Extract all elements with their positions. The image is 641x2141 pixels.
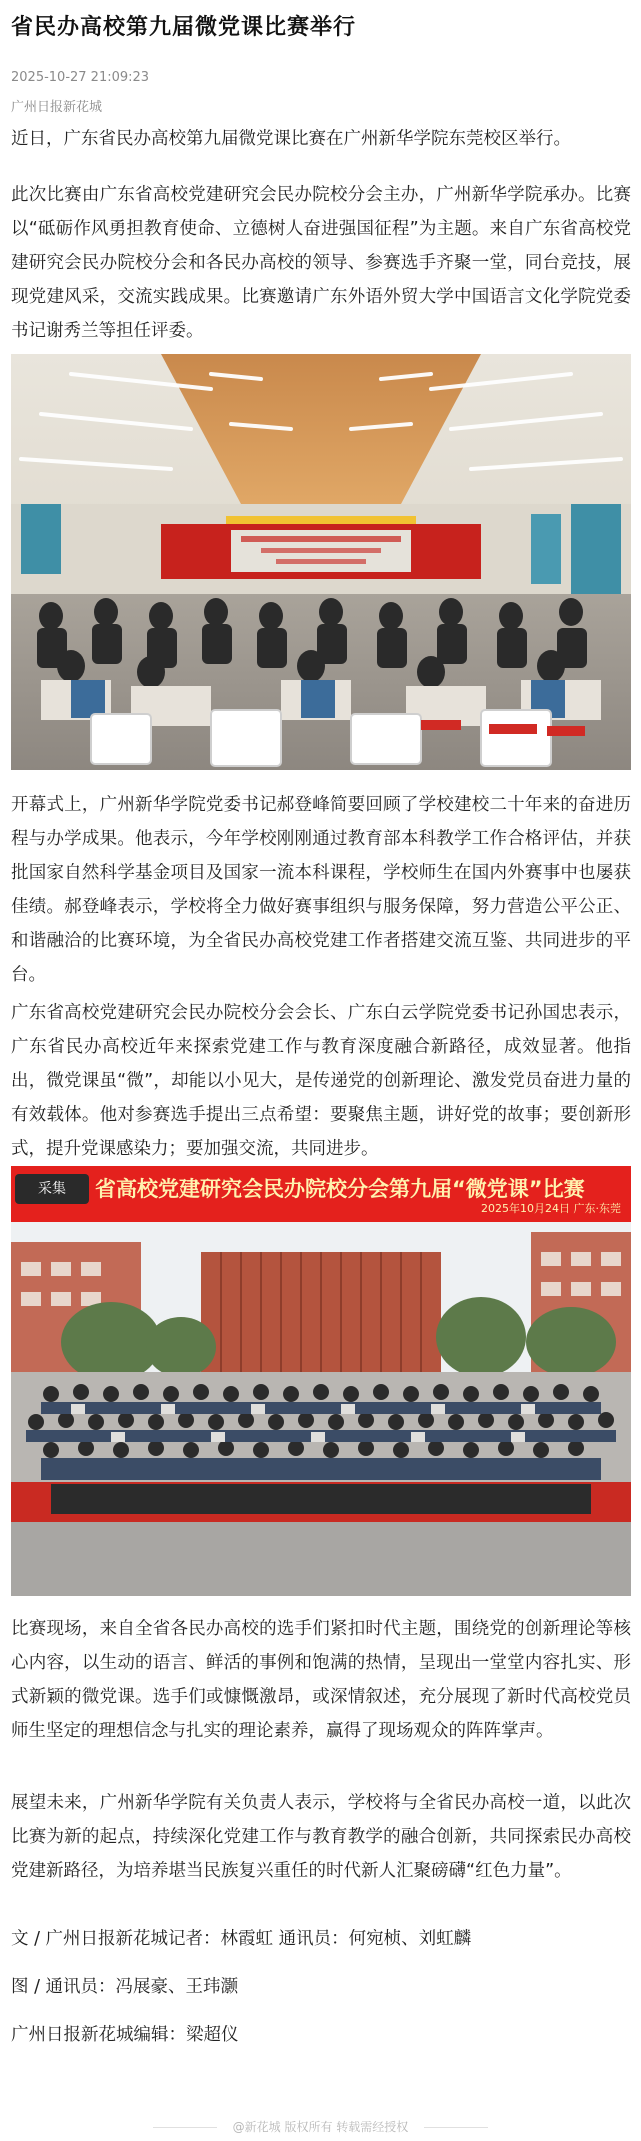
paragraph-organizers: 此次比赛由广东省高校党建研究会民办院校分会主办，广州新华学院承办。比赛以“砥砺作风勇担教育使命、立德树人奋进强国征程”为主题。来自广东省高校党建研究会民办院校分会和各民办高校的领导、参赛选手齐聚一堂，同台竞技，展现党建风采，交流实践成果。比赛邀请广东外语外贸大学中国语言文化学院党委书记谢秀兰等担任评委。 <box>11 185 631 341</box>
paragraph-intro: 近日，广东省民办高校第九届微党课比赛在广州新华学院东莞校区举行。 <box>11 129 571 149</box>
collect-tag[interactable]: 采集 <box>15 1174 89 1204</box>
lecture-hall-photo <box>11 354 631 770</box>
footer-divider-right <box>424 2127 488 2128</box>
paragraph-contest: 比赛现场，来自全省各民办高校的选手们紧扣时代主题，围绕党的创新理论等核心内容，以生动的语言、鲜活的事例和饱满的热情，呈现出一堂堂内容扎实、形式新颖的微党课。选手们或慷慨激昂，或深情叙述，充分展现了新时代高校党员师生坚定的理想信念与扎实的理论素养，赢得了现场观众的阵阵掌声。 <box>11 1619 631 1741</box>
source-label: 广州日报新花城 <box>11 100 103 115</box>
credit-photo: 图 / 通讯员：冯展豪、王玮灏 <box>11 1977 239 1997</box>
article-title: 省民办高校第九届微党课比赛举行 <box>11 15 357 40</box>
copyright-footer <box>0 2118 641 2135</box>
banner-title: 省高校党建研究会民办院校分会第九届“微党课”比赛 <box>95 1177 585 1201</box>
copyright-text: @新花城 版权所有 转载需经授权 <box>232 2120 409 2134</box>
footer-divider-left <box>153 2127 217 2128</box>
publish-time: 2025-10-27 21:09:23 <box>11 70 150 85</box>
paragraph-opening: 开幕式上，广州新华学院党委书记郝登峰简要回顾了学校建校二十年来的奋进历程与办学成果。他表示，今年学校刚刚通过教育部本科教学工作合格评估，并获批国家自然科学基金项目及国家一流本科课程，学校师生在国内外赛事中也屡获佳绩。郝登峰表示，学校将全力做好赛事组织与服务保障，努力营造公平公正、和谐融洽的比赛环境，为全省民办高校党建工作者搭建交流互鉴、共同进步的平台。 <box>11 795 631 985</box>
credit-text: 文 / 广州日报新花城记者：林霞虹 通讯员：何宛桢、刘虹麟 <box>11 1929 472 1949</box>
photo-banner <box>11 1166 631 1222</box>
banner-subtitle: 2025年10月24日 广东·东莞 <box>481 1202 621 1215</box>
credit-editor: 广州日报新花城编辑：梁超仪 <box>11 2025 239 2045</box>
paragraph-outlook: 展望未来，广州新华学院有关负责人表示，学校将与全省民办高校一道，以此次比赛为新的起点，持续深化党建工作与教育教学的融合创新，共同探索民办高校党建新路径，为培养堪当民族复兴重任的时代新人汇聚磅礴“红色力量”。 <box>11 1793 631 1881</box>
group-photo <box>11 1222 631 1596</box>
paragraph-speech: 广东省高校党建研究会民办院校分会会长、广东白云学院党委书记孙国忠表示，广东省民办高校近年来探索党建工作与教育深度融合新路径，成效显著。他指出，微党课虽“微”，却能以小见大，是传递党的创新理论、激发党员奋进力量的有效载体。他对参赛选手提出三点希望：要聚焦主题，讲好党的故事；要创新形式，提升党课感染力；要加强交流，共同进步。 <box>11 1003 631 1159</box>
